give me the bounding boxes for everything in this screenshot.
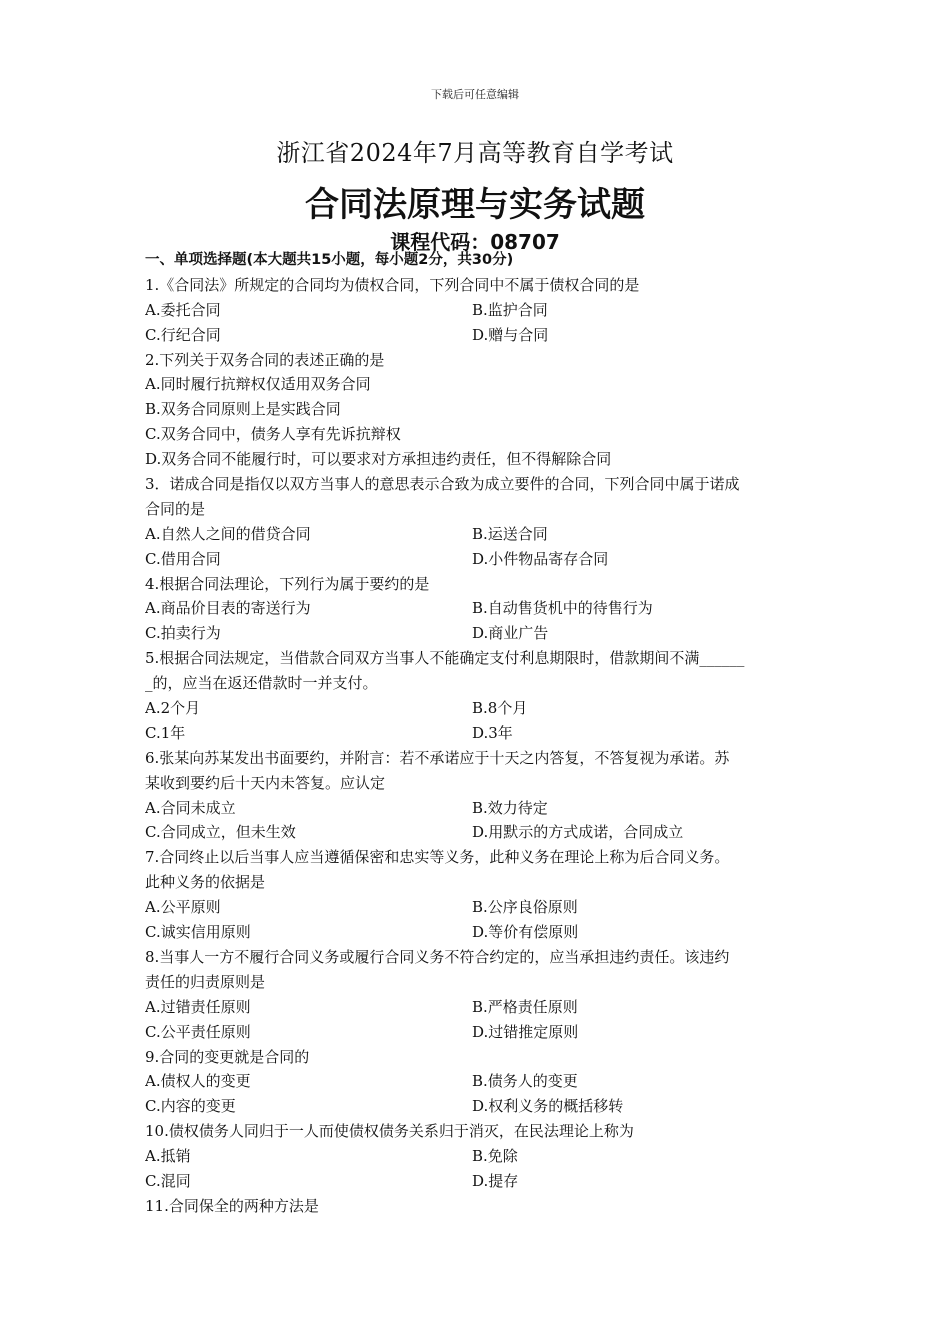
option: C.公平责任原则 <box>145 1022 251 1041</box>
option-row <box>145 596 810 621</box>
question-stem: _的，应当在返还借款时一并支付。 <box>145 674 378 693</box>
option: B.债务人的变更 <box>472 1072 578 1091</box>
option: B.监护合同 <box>472 300 548 319</box>
option-row <box>145 1020 810 1045</box>
course-code: 课程代码：08707 <box>390 230 560 254</box>
question-stem: 此种义务的依据是 <box>145 873 266 892</box>
option: C.借用合同 <box>145 549 221 568</box>
option-row <box>145 621 810 646</box>
option: B.8个月 <box>472 699 528 718</box>
option: B.效力待定 <box>472 798 548 817</box>
option-row <box>145 323 810 348</box>
question-stem: 合同的是 <box>145 499 206 518</box>
option-row <box>145 1069 810 1094</box>
option: D.赠与合同 <box>472 325 549 344</box>
option: C.行纪合同 <box>145 325 221 344</box>
question-stem: 1.《合同法》所规定的合同均为债权合同，下列合同中不属于债权合同的是 <box>145 275 640 294</box>
option: A.债权人的变更 <box>145 1072 251 1091</box>
subject-title: 合同法原理与实务试题 <box>305 185 645 225</box>
option: B.严格责任原则 <box>472 997 578 1016</box>
option: A.合同未成立 <box>145 798 236 817</box>
option: A.2个月 <box>145 699 201 718</box>
option-row <box>145 820 810 845</box>
option-row <box>145 995 810 1020</box>
option: A.过错责任原则 <box>145 997 251 1016</box>
option-row <box>145 1144 810 1169</box>
option-row <box>145 522 810 547</box>
option-row <box>145 721 810 746</box>
question-stem: 责任的归责原则是 <box>145 972 266 991</box>
question-stem: 9.合同的变更就是合同的 <box>145 1047 310 1066</box>
option-row <box>145 298 810 323</box>
option: A.自然人之间的借贷合同 <box>145 524 311 543</box>
option: D.用默示的方式成诺，合同成立 <box>472 823 684 842</box>
option: D.权利义务的概括移转 <box>472 1097 624 1116</box>
option: A.商品价目表的寄送行为 <box>145 599 311 618</box>
question-stem: 3．诺成合同是指仅以双方当事人的意思表示合致为成立要件的合同，下列合同中属于诺成 <box>145 475 740 494</box>
option: D.小件物品寄存合同 <box>472 549 609 568</box>
header-note: 下载后可任意编辑 <box>431 88 519 101</box>
option: C.拍卖行为 <box>145 624 221 643</box>
option-row <box>145 796 810 821</box>
option: B.免除 <box>472 1147 518 1166</box>
option: B.双务合同原则上是实践合同 <box>145 400 341 419</box>
option: D.提存 <box>472 1171 519 1190</box>
option: D.等价有偿原则 <box>472 923 579 942</box>
option: D.商业广告 <box>472 624 549 643</box>
option-row <box>145 1169 810 1194</box>
section-heading: 一、单项选择题(本大题共15小题，每小题2分，共30分) <box>145 252 514 268</box>
question-stem: 某收到要约后十天内未答复。应认定 <box>145 773 386 792</box>
option: D.3年 <box>472 723 513 742</box>
option-row <box>145 696 810 721</box>
question-stem: 6.张某向苏某发出书面要约，并附言：若不承诺应于十天之内答复，不答复视为承诺。苏 <box>145 748 730 767</box>
option: A.抵销 <box>145 1147 191 1166</box>
question-stem: 4.根据合同法理论，下列行为属于要约的是 <box>145 574 430 593</box>
option-row <box>145 547 810 572</box>
exam-title: 浙江省2024年7月高等教育自学考试 <box>276 139 674 167</box>
question-stem: 11.合同保全的两种方法是 <box>145 1196 319 1215</box>
option: A.公平原则 <box>145 898 221 917</box>
option: B.公序良俗原则 <box>472 898 578 917</box>
question-stem: 2.下列关于双务合同的表述正确的是 <box>145 350 385 369</box>
option: C.诚实信用原则 <box>145 923 251 942</box>
question-stem: 10.债权债务人同归于一人而使债权债务关系归于消灭，在民法理论上称为 <box>145 1122 634 1141</box>
option: C.双务合同中，债务人享有先诉抗辩权 <box>145 425 401 444</box>
option: B.运送合同 <box>472 524 548 543</box>
option-row <box>145 895 810 920</box>
option: C.合同成立，但未生效 <box>145 823 296 842</box>
option: B.自动售货机中的待售行为 <box>472 599 653 618</box>
question-stem: 8.当事人一方不履行合同义务或履行合同义务不符合约定的，应当承担违约责任。该违约 <box>145 947 730 966</box>
question-list <box>145 248 810 1219</box>
option: A.同时履行抗辩权仅适用双务合同 <box>145 375 371 394</box>
option-row <box>145 920 810 945</box>
question-stem: 7.合同终止以后当事人应当遵循保密和忠实等义务，此种义务在理论上称为后合同义务。 <box>145 848 730 867</box>
option: C.1年 <box>145 723 186 742</box>
option: C.混同 <box>145 1171 191 1190</box>
option: C.内容的变更 <box>145 1097 236 1116</box>
option: D.过错推定原则 <box>472 1022 579 1041</box>
option: D.双务合同不能履行时，可以要求对方承担违约责任，但不得解除合同 <box>145 450 612 469</box>
question-stem: 5.根据合同法规定，当借款合同双方当事人不能确定支付利息期限时，借款期间不满______ <box>145 649 745 668</box>
option: A.委托合同 <box>145 300 221 319</box>
option-row <box>145 1094 810 1119</box>
